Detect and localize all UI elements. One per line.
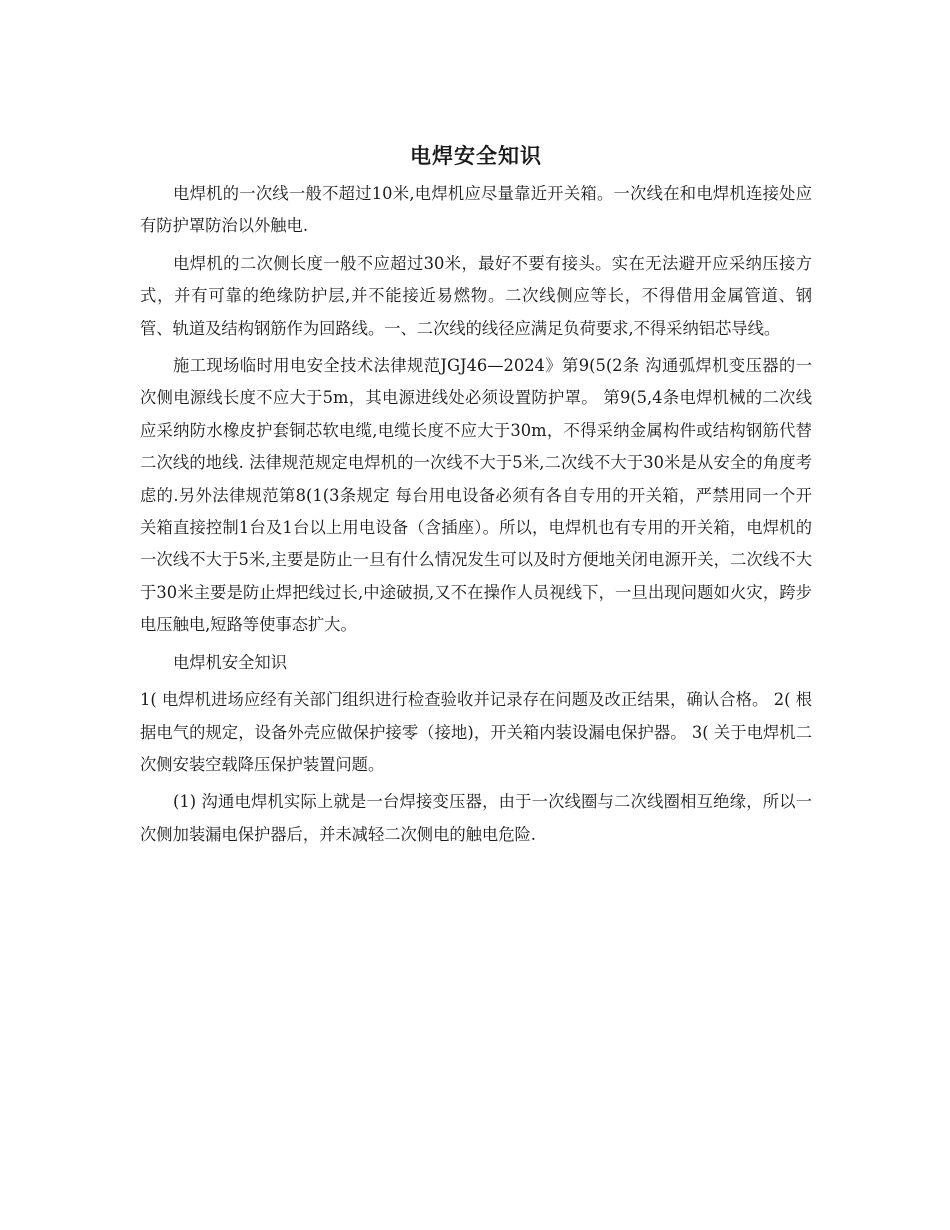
paragraph-primary-cable: 电焊机的一次线一般不超过10米,电焊机应尽量靠近开关箱。一次线在和电焊机连接处应有防护罩防治以外触电.: [140, 184, 812, 236]
document-title: 电焊安全知识: [410, 143, 542, 168]
paragraph-regulation: 施工现场临时用电安全技术法律规范JGJ46—2024》第9(5(2条 沟通弧焊机变压器的一次侧电源线长度不应大于5m，其电源进线处必须设置防护罩。 第9(5,4条电焊机械的二次线应采纳防水橡皮护套铜芯软电缆,电缆长度不应大于30m，不得采纳金属构件或结构钢筋代替二次线的地线. 法律规范规定电焊机的一次线不大于5米,二次线不大于30米是从安全的角度考虑的.另外法律规范第8(1(3条规定 每台用电设备必须有各自专用的开关箱，严禁用同一个开关箱直接控制1台及1台以上用电设备（含插座）。所以，电焊机也有专用的开关箱，电焊机的一次线不大于5米,主要是防止一旦有什么情况发生可以及时方便地关闭电源开关，二次线不大于30米主要是防止焊把线过长,中途破损,又不在操作人员视线下，一旦出现问题如火灾，跨步电压触电,短路等使事态扩大。: [140, 356, 812, 635]
paragraph-secondary-cable: 电焊机的二次侧长度一般不应超过30米，最好不要有接头。实在无法避开应采纳压接方式，并有可靠的绝缘防护层,并不能接近易燃物。二次线侧应等长，不得借用金属管道、钢管、轨道及结构钢筋作为回路线。一、二次线的线径应满足负荷要求,不得采纳铝芯导线。: [140, 253, 812, 338]
paragraph-transformer-note: (1) 沟通电焊机实际上就是一台焊接变压器，由于一次线圈与二次线圈相互绝缘，所以一次侧加装漏电保护器后，并未减轻二次侧电的触电危险.: [140, 792, 812, 844]
document-page: [140, 140, 812, 856]
section-heading: 电焊机安全知识: [173, 652, 287, 672]
paragraph-numbered-list: 1( 电焊机进场应经有关部门组织进行检查验收并记录存在问题及改正结果，确认合格。 2( 根据电气的规定，设备外壳应做保护接零（接地)，开关箱内装设漏电保护器。 3( 关于电焊机二次侧安装空载降压保护装置问题。: [140, 690, 812, 774]
